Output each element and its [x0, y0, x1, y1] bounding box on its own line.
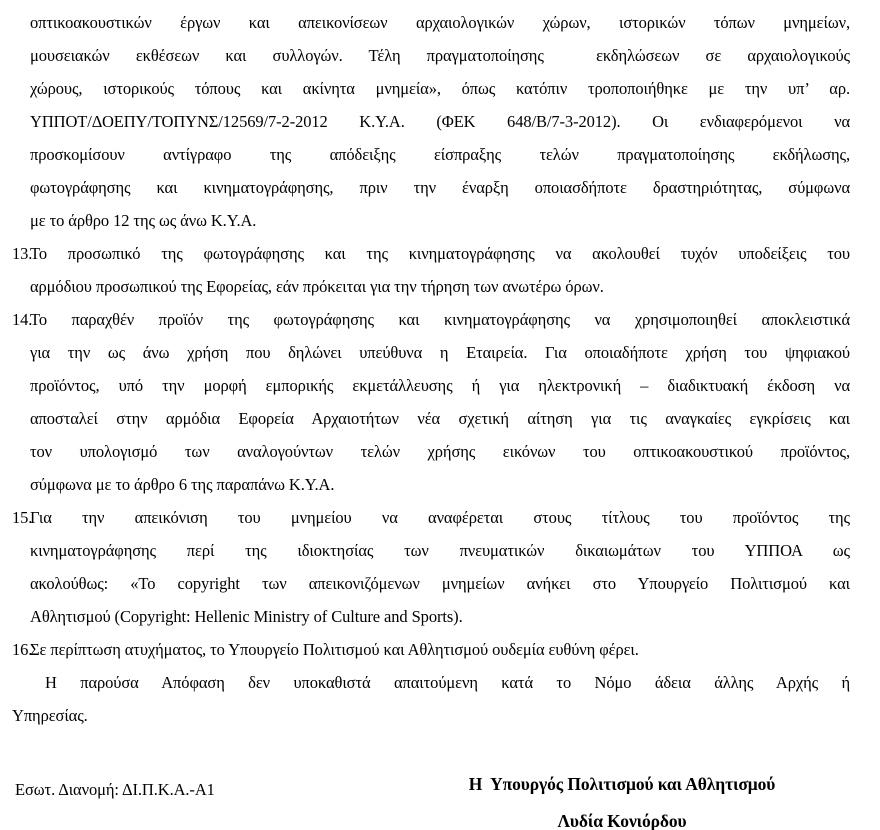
document-body — [12, 6, 850, 830]
text-line: με το άρθρο 12 της ως άνω Κ.Υ.Α. — [30, 211, 257, 230]
text-line: Η παρούσα Απόφαση δεν υποκαθιστά απαιτούμενη κατά το Νόμο άδεια άλλης Αρχής ή — [45, 673, 850, 692]
text-line: κινηματογράφησης περί της ιδιοκτησίας των πνευματικών δικαιωμάτων του ΥΠΠΟΑ ως — [30, 541, 850, 560]
list-item-16-text — [30, 633, 850, 666]
text-line: Σε περίπτωση ατυχήματος, το Υπουργείο Πολιτισμού και Αθλητισμού ουδεμία ευθύνη φέρει. — [30, 640, 639, 659]
list-item-15-text — [30, 501, 850, 633]
text-line: Υπηρεσίας. — [12, 706, 88, 725]
footer — [12, 766, 850, 830]
list-item-16-number: 16. — [12, 640, 33, 659]
text-line: ακολούθως: «Το copyright των απεικονιζόμενων μνημείων ανήκει στο Υπουργείο Πολιτισμού και — [30, 574, 850, 593]
text-line: οπτικοακουστικών έργων και απεικονίσεων αρχαιολογικών χώρων, ιστορικών τόπων μνημείων, — [30, 13, 850, 32]
list-item-14-number: 14. — [12, 310, 33, 329]
text-line: για την ως άνω χρήση που δηλώνει υπεύθυνα η Εταιρεία. Για οποιαδήποτε χρήση του ψηφιακού — [30, 343, 850, 362]
list-item-13-number: 13. — [12, 244, 33, 263]
text-line: τον υπολογισμό των αναλογούντων τελών χρήσης εικόνων του οπτικοακουστικού προϊόντος, — [30, 442, 850, 461]
text-line: Το παραχθέν προϊόν της φωτογράφησης και κινηματογράφησης να χρησιμοποιηθεί αποκλειστικά — [30, 310, 850, 329]
internal-distribution-note: Εσωτ. Διανομή: ΔΙ.Π.Κ.Α.-Α1 — [15, 780, 215, 799]
list-item-14-text — [30, 303, 850, 501]
list-item-13 — [12, 237, 850, 303]
list-item-14 — [12, 303, 850, 501]
text-line: ΥΠΠΟΤ/ΔΟΕΠΥ/ΤΟΠΥΝΣ/12569/7-2-2012 Κ.Υ.Α. (ΦΕΚ 648/Β/7-3-2012). Οι ενδιαφερόμενοι να — [30, 112, 850, 131]
signature-block — [440, 766, 804, 830]
text-line: Αθλητισμού (Copyright: Hellenic Ministry of Culture and Sports). — [30, 607, 463, 626]
list-item-13-text — [30, 237, 850, 303]
list-item-15 — [12, 501, 850, 633]
text-line: προσκομίσουν αντίγραφο της απόδειξης είσπραξης τελών πραγματοποίησης εκδήλωσης, — [30, 145, 850, 164]
text-line: Για την απεικόνιση του μνημείου να αναφέρεται στους τίτλους του προϊόντος της — [30, 508, 850, 527]
text-line: αποσταλεί στην αρμόδια Εφορεία Αρχαιοτήτων νέα σχετική αίτηση για τις αναγκαίες εγκρίσεις και — [30, 409, 850, 428]
signature-title: Η Υπουργός Πολιτισμού και Αθλητισμού — [468, 774, 776, 794]
text-line: σύμφωνα με το άρθρο 6 της παραπάνω Κ.Υ.Α. — [30, 475, 335, 494]
list-item-16 — [12, 633, 850, 666]
text-line: Το προσωπικό της φωτογράφησης και της κινηματογράφησης να ακολουθεί τυχόν υποδείξεις του — [30, 244, 850, 263]
text-line: προϊόντος, υπό την μορφή εμπορικής εκμετάλλευσης ή για ηλεκτρονική – διαδικτυακή έκδοση να — [30, 376, 850, 395]
signature-name: Λυδία Κονιόρδου — [557, 811, 687, 830]
list-item-15-number: 15. — [12, 508, 33, 527]
paragraph-continuation — [30, 6, 850, 237]
closing-paragraph — [12, 666, 850, 732]
text-line: αρμόδιου προσωπικού της Εφορείας, εάν πρόκειται για την τήρηση των ανωτέρω όρων. — [30, 277, 604, 296]
text-line: φωτογράφησης και κινηματογράφησης, πριν την έναρξη οποιασδήποτε δραστηριότητας, σύμφωνα — [30, 178, 850, 197]
text-line: χώρους, ιστορικούς τόπους και ακίνητα μνημεία», όπως κατόπιν τροποποιήθηκε με την υπ’ αρ. — [30, 79, 850, 98]
text-line: μουσειακών εκθέσεων και συλλογών. Τέλη πραγματοποίησης εκδηλώσεων σε αρχαιολογικούς — [30, 46, 850, 65]
